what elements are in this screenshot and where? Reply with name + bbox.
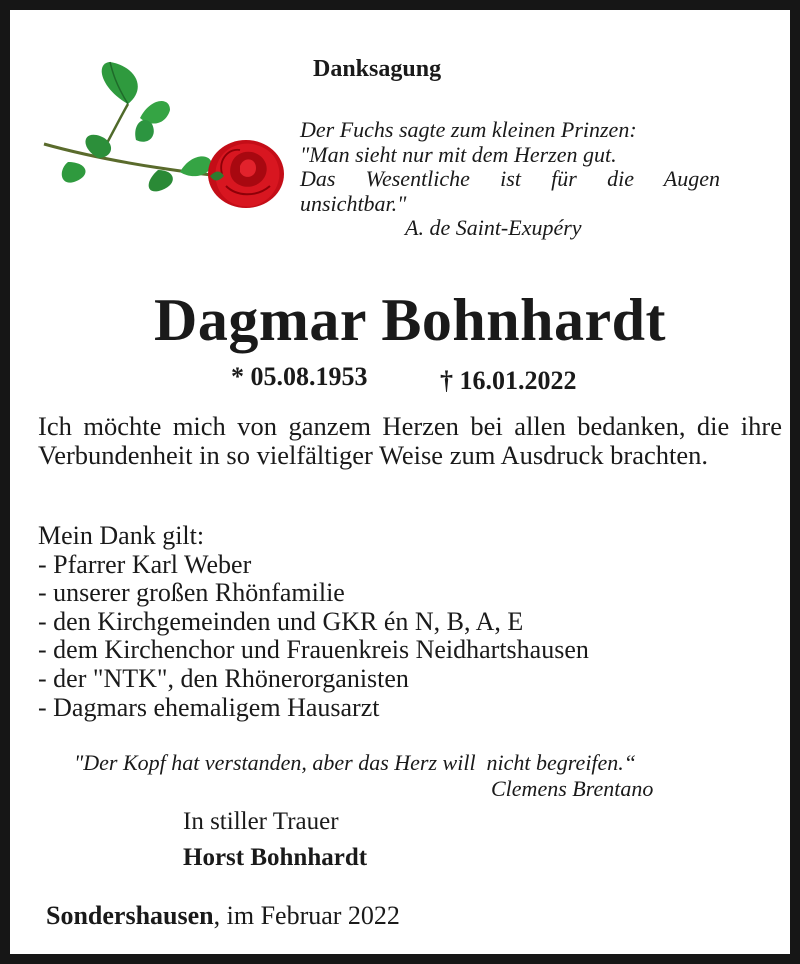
rose-icon	[40, 58, 290, 218]
quote-line: unsichtbar."	[300, 190, 407, 216]
quote-line: Das Wesentliche ist für die Augen	[300, 166, 720, 191]
deceased-name: Dagmar Bohnhardt	[154, 287, 666, 353]
opening-quote	[300, 118, 720, 241]
closing-quote: "Der Kopf hat verstanden, aber das Herz will nicht begreifen.“	[74, 750, 637, 775]
date-text: , im Februar 2022	[213, 901, 400, 930]
thanks-item: - Dagmars ehemaligem Hausarzt	[38, 692, 380, 722]
death-date: † 16.01.2022	[440, 366, 577, 395]
thanks-item: - den Kirchgemeinden und GKR én N, B, A, E	[38, 606, 524, 636]
thanks-item: - Pfarrer Karl Weber	[38, 549, 252, 579]
place-date-line	[46, 901, 400, 931]
thanks-title: Mein Dank gilt:	[38, 521, 205, 550]
thanks-item: - dem Kirchenchor und Frauenkreis Neidhartshausen	[38, 635, 589, 665]
mourning-line: In stiller Trauer	[183, 808, 339, 835]
signer-name: Horst Bohnhardt	[183, 844, 368, 871]
intro-text: Ich möchte mich von ganzem Herzen bei allen bedanken, die ihre Verbundenheit in so vielfältiger Weise zum Ausdruck brachten.	[38, 411, 782, 470]
quote-line: "Man sieht nur mit dem Herzen gut.	[300, 141, 617, 167]
birth-date: * 05.08.1953	[231, 362, 368, 391]
thanks-item: - unserer großen Rhönfamilie	[38, 578, 345, 608]
heading: Danksagung	[313, 56, 442, 82]
quote-author: A. de Saint-Exupéry	[405, 215, 582, 240]
thanks-item: - der "NTK", den Rhönerorganisten	[38, 663, 409, 693]
closing-quote-author: Clemens Brentano	[491, 776, 654, 801]
quote-line: Der Fuchs sagte zum kleinen Prinzen:	[300, 117, 637, 142]
thanks-list	[38, 522, 589, 722]
place-name: Sondershausen	[46, 901, 214, 930]
